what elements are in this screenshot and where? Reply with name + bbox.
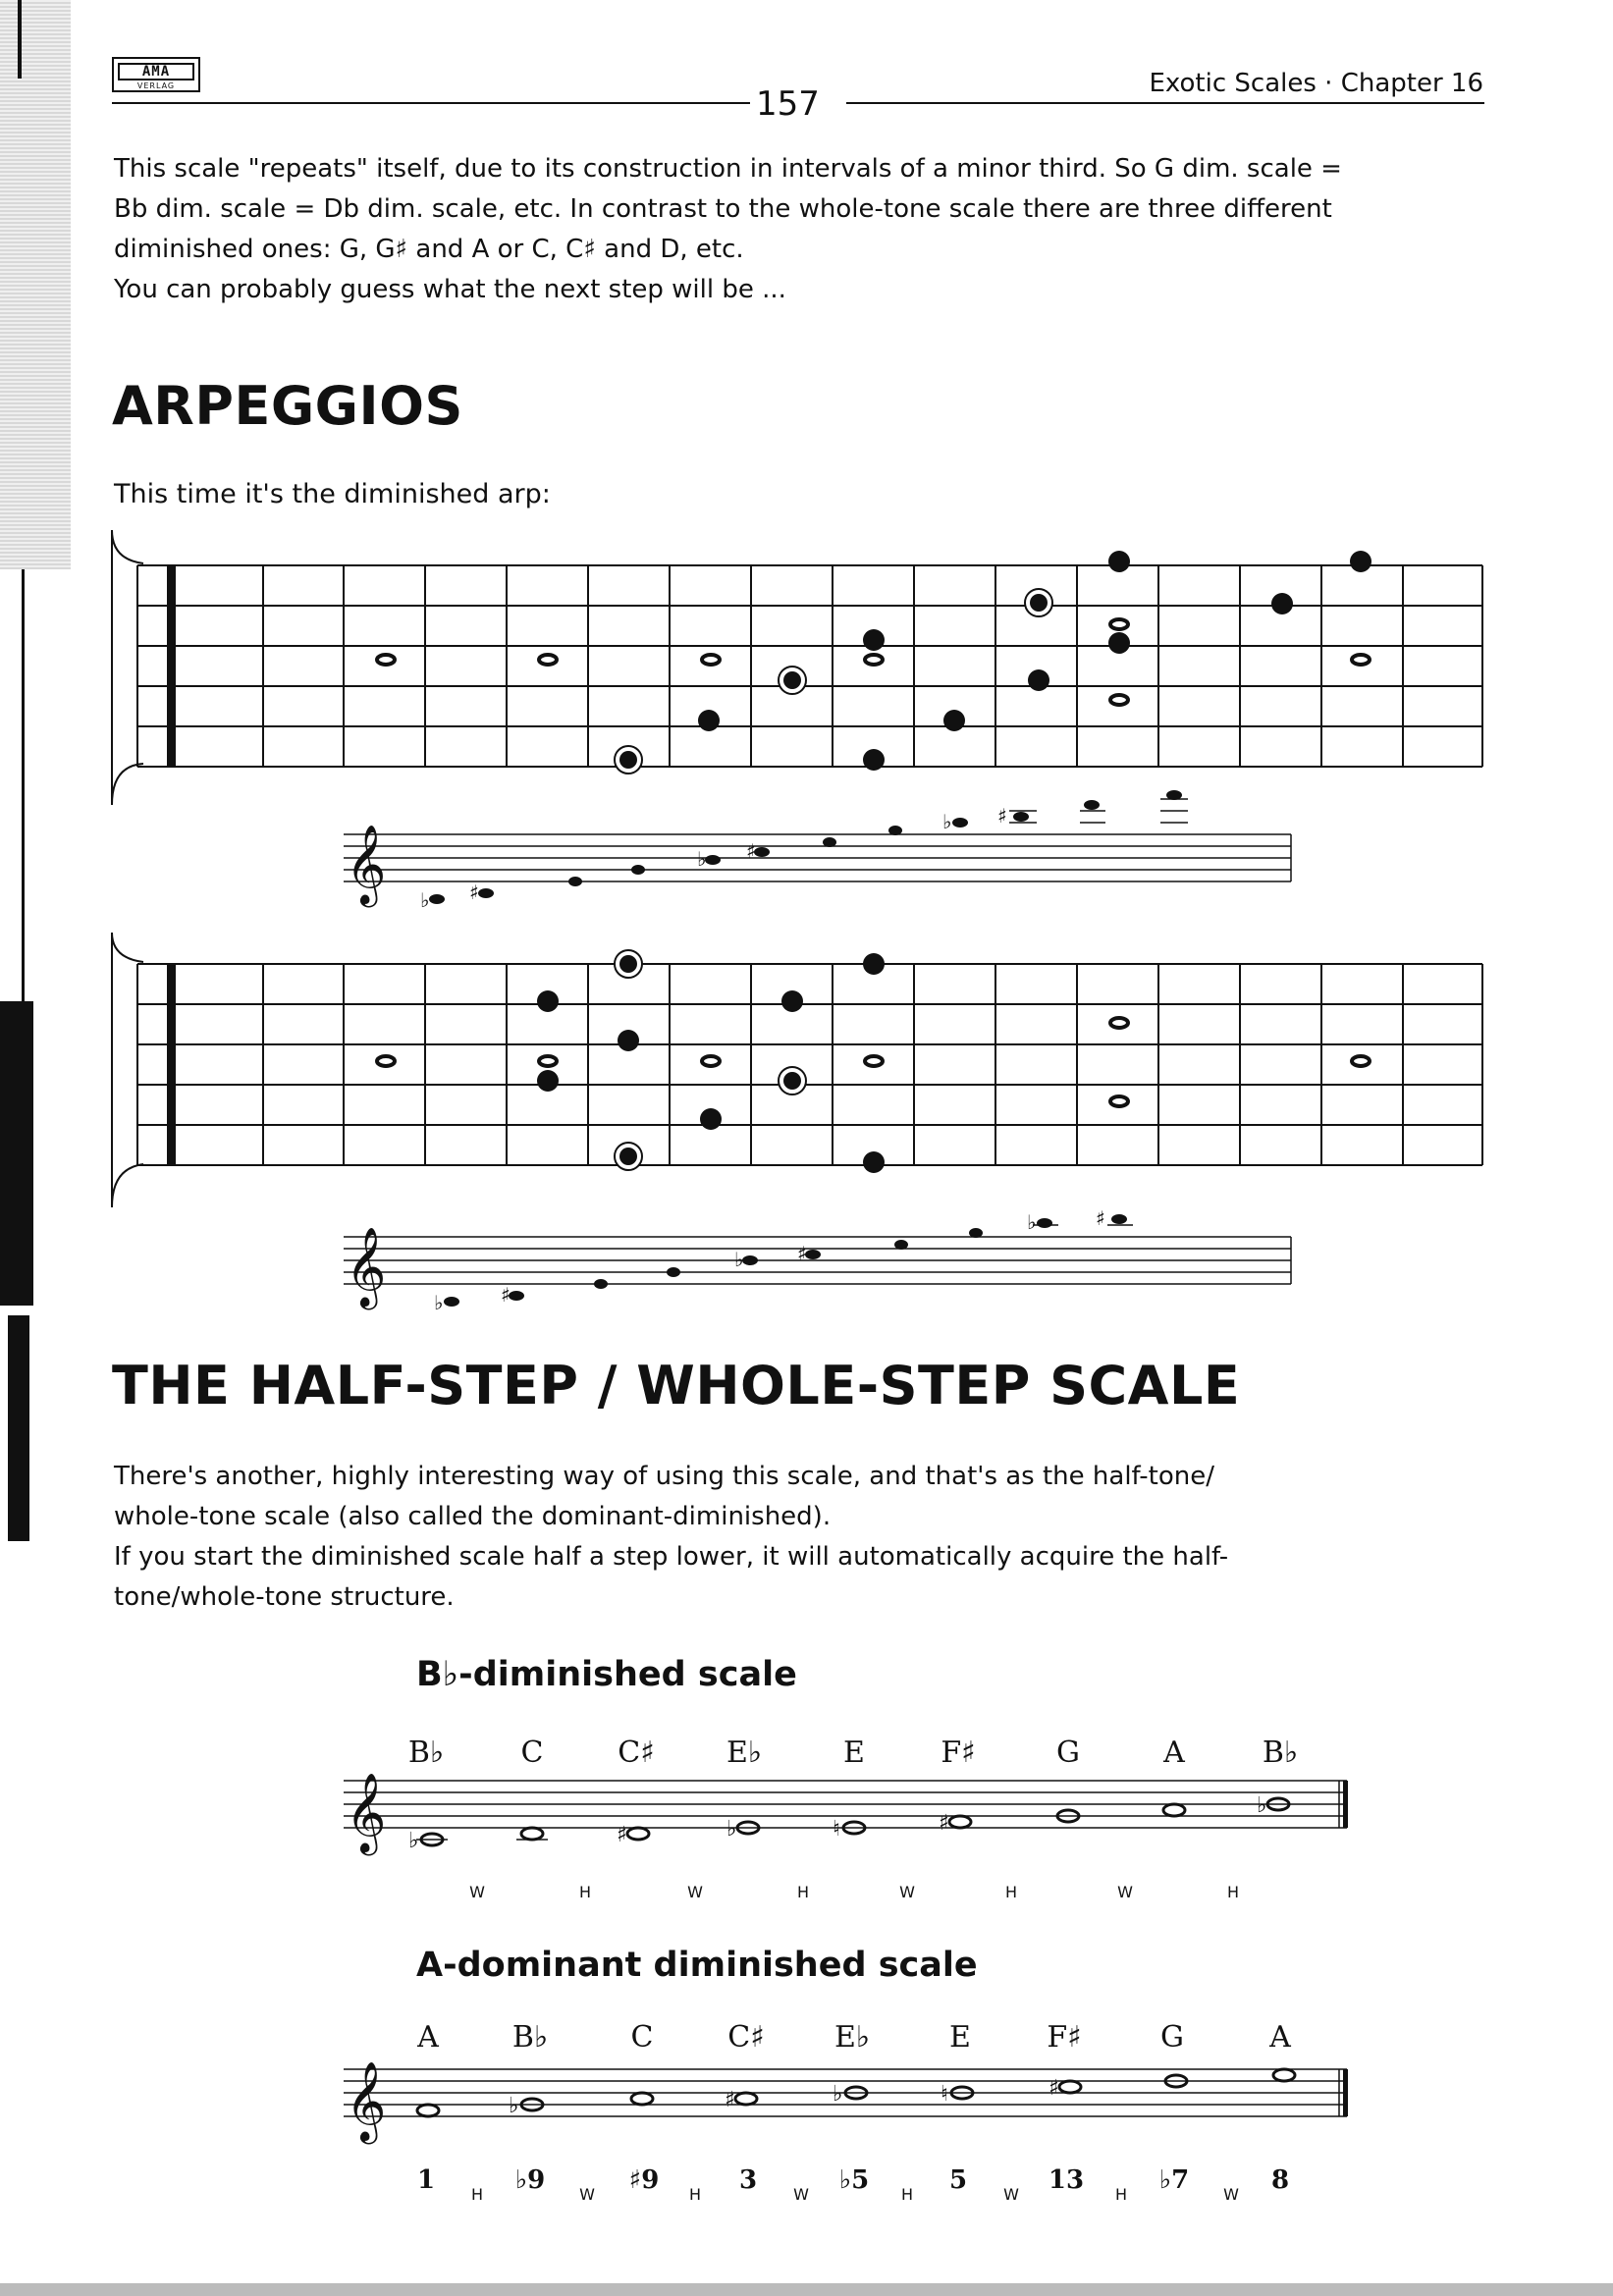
svg-text:♯: ♯: [501, 1283, 511, 1307]
scale2-title: A-dominant diminished scale: [416, 1946, 978, 1985]
note-name: B♭: [407, 1735, 445, 1770]
running-title: Exotic Scales · Chapter 16: [1149, 69, 1483, 98]
paragraph-line: Bb dim. scale = Db dim. scale, etc. In contrast to the whole-tone scale there are three different: [114, 194, 1332, 224]
publisher-logo: [112, 57, 200, 92]
svg-text:♯: ♯: [725, 2088, 735, 2112]
degree-label: ♯9: [628, 2165, 660, 2195]
step-label: W: [687, 1883, 703, 1901]
arpeggios-heading: ARPEGGIOS: [112, 375, 463, 437]
step-label: H: [578, 1883, 592, 1901]
svg-text:𝄞: 𝄞: [346, 2060, 387, 2141]
scale2-staff: [334, 2050, 1355, 2158]
intro-paragraph: [114, 149, 1482, 310]
svg-text:♮: ♮: [833, 1817, 840, 1842]
svg-text:♭: ♭: [1257, 1793, 1267, 1818]
step-label: H: [796, 1883, 810, 1901]
scan-mark: [0, 1001, 33, 1306]
note-name: F♯: [1047, 2020, 1082, 2055]
fretboard-diagram-2: [108, 923, 1492, 1217]
step-label: W: [579, 2185, 595, 2204]
step-label: W: [469, 1883, 485, 1901]
paragraph-line: diminished ones: G, G♯ and A or C, C♯ and D, etc.: [114, 235, 744, 264]
note-name: C: [520, 1735, 544, 1770]
note-name: A: [1269, 2020, 1291, 2055]
logo-mark: AMA: [118, 63, 194, 80]
half-whole-heading: THE HALF-STEP / WHOLE-STEP SCALE: [112, 1355, 1241, 1416]
svg-text:♭: ♭: [434, 1291, 444, 1314]
step-label: H: [688, 2185, 702, 2204]
step-label: W: [1003, 2185, 1019, 2204]
arpeggio-staff-1: [334, 785, 1316, 923]
svg-text:♯: ♯: [1048, 2076, 1059, 2101]
step-label: H: [1114, 2185, 1128, 2204]
svg-text:♭: ♭: [1027, 1210, 1037, 1234]
scan-mark: [0, 2283, 1613, 2296]
degree-label: 13: [1048, 2165, 1085, 2195]
note-name: G: [1056, 1735, 1080, 1770]
note-name: C♯: [618, 1735, 655, 1770]
step-label: W: [793, 2185, 809, 2204]
scale1-staff: [334, 1761, 1355, 1869]
degree-label: ♭5: [838, 2165, 870, 2195]
svg-text:𝄞: 𝄞: [346, 1226, 387, 1307]
step-label: H: [1004, 1883, 1018, 1901]
page-number: 157: [756, 84, 820, 124]
svg-text:♮: ♮: [941, 2082, 948, 2107]
step-label: H: [900, 2185, 914, 2204]
arpeggio-staff-2: [334, 1188, 1316, 1325]
svg-text:♭: ♭: [726, 1817, 737, 1842]
svg-text:♯: ♯: [1096, 1206, 1105, 1230]
svg-text:♭: ♭: [420, 888, 430, 912]
note-name: E: [949, 2020, 971, 2055]
scan-mark: [18, 0, 22, 79]
note-name: A: [1163, 1735, 1185, 1770]
note-name: C: [630, 2020, 654, 2055]
note-name: B♭: [511, 2020, 549, 2055]
degree-label: ♭9: [514, 2165, 546, 2195]
paragraph-line: You can probably guess what the next step will be ...: [114, 275, 786, 304]
scan-mark: [22, 569, 25, 1001]
note-name: G: [1160, 2020, 1184, 2055]
header-rule-right: [846, 102, 1484, 104]
fretboard-diagram-1: [108, 520, 1492, 815]
svg-text:♯: ♯: [469, 881, 479, 904]
paragraph-line: tone/whole-tone structure.: [114, 1582, 455, 1612]
note-name: F♯: [941, 1735, 976, 1770]
degree-label: 5: [948, 2165, 968, 2195]
step-label: W: [1117, 1883, 1133, 1901]
step-label: H: [1226, 1883, 1240, 1901]
scan-mark: [8, 1315, 29, 1541]
note-name: C♯: [727, 2020, 765, 2055]
svg-text:♯: ♯: [617, 1823, 627, 1847]
paragraph-line: If you start the diminished scale half a step lower, it will automatically acquire the half-: [114, 1542, 1229, 1572]
svg-text:𝄞: 𝄞: [346, 824, 387, 904]
degree-label: 1: [416, 2165, 436, 2195]
svg-text:♭: ♭: [833, 2082, 843, 2107]
degree-label: 8: [1270, 2165, 1290, 2195]
degree-label: 3: [738, 2165, 758, 2195]
svg-text:♭: ♭: [408, 1829, 419, 1853]
step-label: W: [899, 1883, 915, 1901]
note-name: A: [417, 2020, 439, 2055]
header-rule-left: [112, 102, 750, 104]
svg-text:♯: ♯: [746, 839, 756, 863]
svg-text:♭: ♭: [697, 847, 707, 871]
paragraph-line: This scale "repeats" itself, due to its construction in intervals of a minor third. So G dim. scale =: [114, 154, 1342, 184]
scan-margin: [0, 0, 71, 569]
svg-text:♭: ♭: [509, 2094, 519, 2118]
logo-subtext: VERLAG: [136, 81, 176, 90]
svg-text:♯: ♯: [797, 1242, 807, 1265]
svg-text:♯: ♯: [939, 1811, 949, 1836]
half-whole-paragraph: [114, 1457, 1482, 1618]
paragraph-line: There's another, highly interesting way of using this scale, and that's as the half-tone/: [114, 1462, 1215, 1491]
note-name: E♭: [726, 1735, 763, 1770]
step-label: H: [470, 2185, 484, 2204]
arpeggios-intro: This time it's the diminished arp:: [114, 479, 551, 509]
degree-label: ♭7: [1158, 2165, 1190, 2195]
step-label: W: [1223, 2185, 1239, 2204]
svg-text:♭: ♭: [942, 810, 952, 833]
svg-text:𝄞: 𝄞: [346, 1772, 387, 1852]
svg-text:♭: ♭: [734, 1248, 744, 1271]
scale1-title: B♭-diminished scale: [416, 1655, 797, 1694]
note-name: B♭: [1262, 1735, 1299, 1770]
note-name: E♭: [833, 2020, 871, 2055]
paragraph-line: whole-tone scale (also called the dominant-diminished).: [114, 1502, 832, 1531]
note-name: E: [843, 1735, 865, 1770]
svg-text:♯: ♯: [997, 804, 1007, 828]
